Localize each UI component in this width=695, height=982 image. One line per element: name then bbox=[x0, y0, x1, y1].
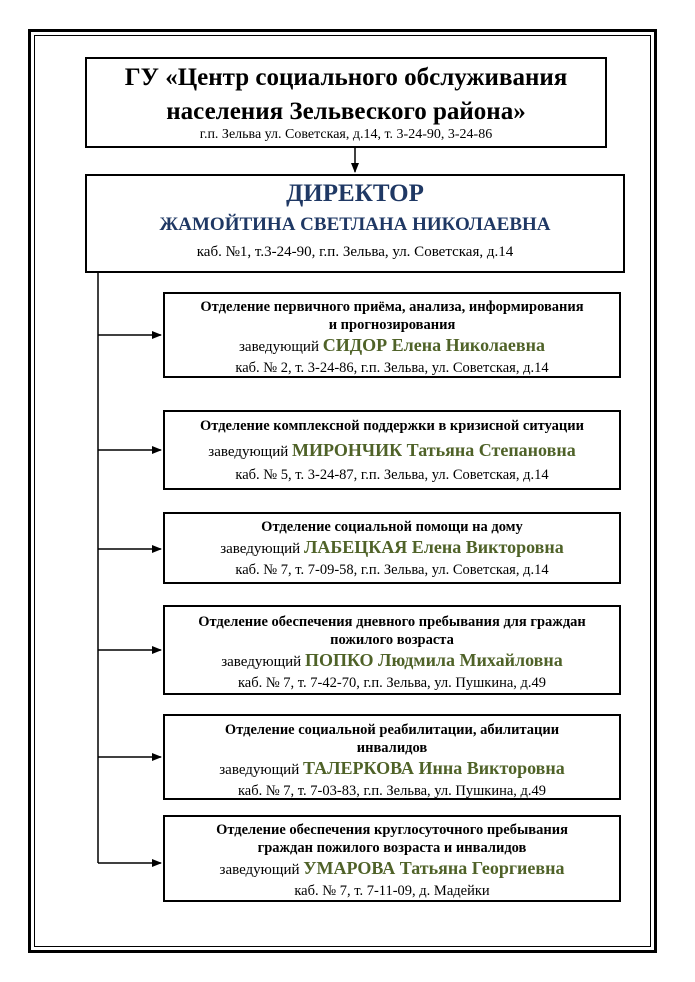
head-role: заведующий bbox=[238, 339, 319, 355]
department-head bbox=[165, 649, 619, 673]
department-name: Отделение социальной реабилитации, абилитации bbox=[224, 722, 560, 738]
department-head bbox=[165, 857, 619, 881]
department-contact: каб. № 7, т. 7-11-09, д. Мадейки bbox=[294, 883, 490, 899]
department-name: Отделение обеспечения дневного пребывания для граждан bbox=[198, 614, 586, 630]
head-name: ТАЛЕРКОВА Инна Викторовна bbox=[302, 758, 565, 778]
department-contact: каб. № 7, т. 7-09-58, г.п. Зельва, ул. Советская, д.14 bbox=[235, 562, 549, 578]
department-box bbox=[163, 605, 621, 695]
head-role: заведующий bbox=[219, 762, 300, 778]
department-name: Отделение обеспечения круглосуточного пребывания bbox=[216, 822, 568, 838]
head-name: УМАРОВА Татьяна Георгиевна bbox=[303, 858, 565, 878]
department-name: Отделение комплексной поддержки в кризисной ситуации bbox=[199, 418, 584, 434]
head-name: ЛАБЕЦКАЯ Елена Викторовна bbox=[303, 537, 564, 557]
department-name-cont: и прогнозирования bbox=[328, 317, 456, 333]
department-name-cont: инвалидов bbox=[356, 740, 428, 756]
department-name: Отделение социальной помощи на дому bbox=[261, 519, 523, 535]
head-role: заведующий bbox=[220, 541, 301, 557]
org-title-line2: населения Зельвеского района» bbox=[166, 98, 526, 125]
department-name-cont: граждан пожилого возраста и инвалидов bbox=[257, 840, 527, 856]
head-role: заведующий bbox=[219, 862, 300, 878]
head-name: ПОПКО Людмила Михайловна bbox=[304, 650, 563, 670]
department-name: Отделение первичного приёма, анализа, информирования bbox=[200, 299, 584, 315]
department-contact: каб. № 7, т. 7-42-70, г.п. Зельва, ул. Пушкина, д.49 bbox=[237, 675, 547, 691]
organization-box bbox=[85, 57, 607, 148]
department-box bbox=[163, 512, 621, 584]
director-title: ДИРЕКТОР bbox=[286, 180, 424, 207]
director-box bbox=[85, 174, 625, 273]
director-contact: каб. №1, т.3-24-90, г.п. Зельва, ул. Советская, д.14 bbox=[196, 244, 514, 260]
department-box bbox=[163, 815, 621, 902]
department-contact: каб. № 7, т. 7-03-83, г.п. Зельва, ул. Пушкина, д.49 bbox=[237, 783, 547, 799]
department-contact: каб. № 5, т. 3-24-87, г.п. Зельва, ул. Советская, д.14 bbox=[235, 467, 549, 483]
department-name-cont: пожилого возраста bbox=[330, 632, 454, 648]
department-head bbox=[165, 536, 619, 560]
head-role: заведующий bbox=[221, 654, 302, 670]
department-head bbox=[165, 439, 619, 463]
org-address: г.п. Зельва ул. Советская, д.14, т. 3-24-90, 3-24-86 bbox=[199, 127, 493, 142]
org-title-line1: ГУ «Центр социального обслуживания bbox=[124, 64, 568, 91]
department-box bbox=[163, 292, 621, 378]
head-name: СИДОР Елена Николаевна bbox=[322, 335, 546, 355]
head-role: заведующий bbox=[208, 444, 289, 460]
department-box bbox=[163, 714, 621, 800]
department-contact: каб. № 2, т. 3-24-86, г.п. Зельва, ул. Советская, д.14 bbox=[235, 360, 549, 376]
director-name: ЖАМОЙТИНА СВЕТЛАНА НИКОЛАЕВНА bbox=[159, 214, 551, 235]
department-head bbox=[165, 757, 619, 781]
department-head bbox=[165, 334, 619, 358]
department-box bbox=[163, 410, 621, 490]
head-name: МИРОНЧИК Татьяна Степановна bbox=[292, 440, 576, 460]
